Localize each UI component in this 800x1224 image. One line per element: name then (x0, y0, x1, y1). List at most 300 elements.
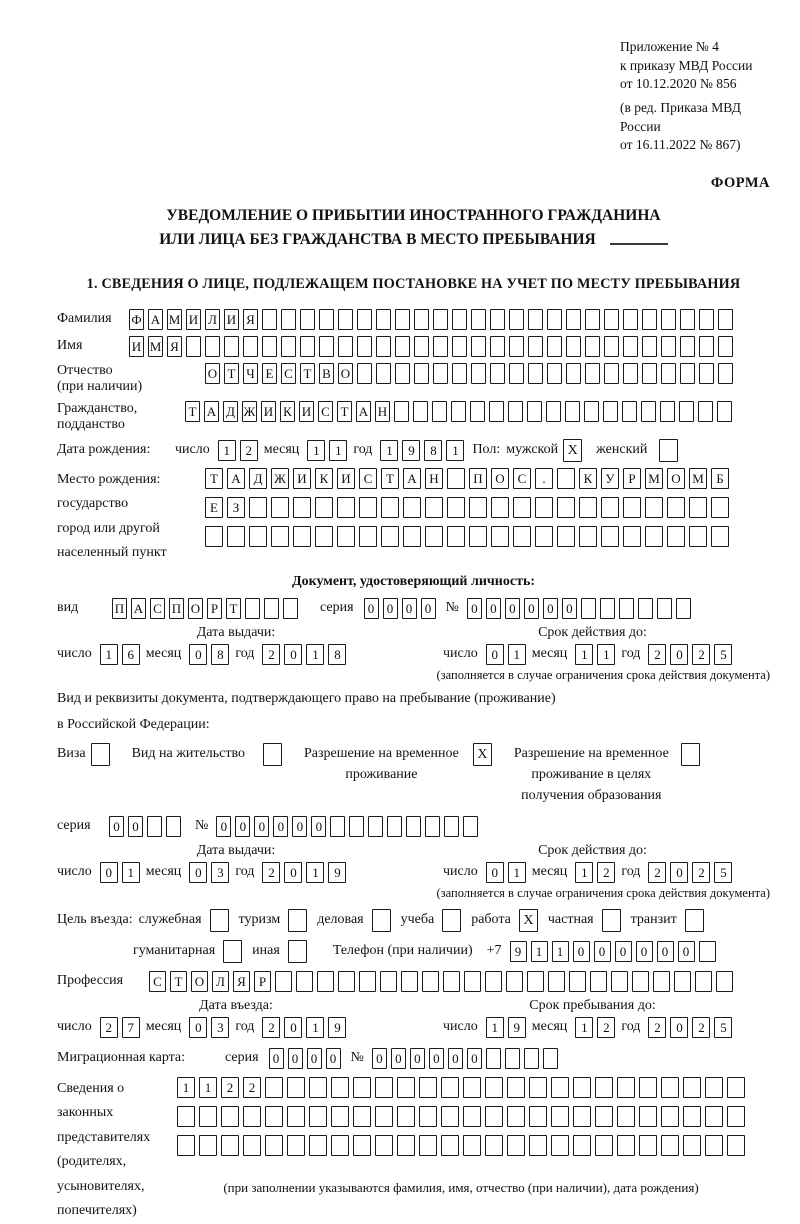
char-cell[interactable]: Д (223, 401, 238, 422)
char-cell[interactable]: 0 (189, 644, 207, 665)
legal-representatives-row-1[interactable] (177, 1077, 745, 1098)
char-cell[interactable] (617, 1135, 635, 1156)
char-cell[interactable] (425, 526, 443, 547)
char-cell[interactable]: 0 (670, 862, 688, 883)
char-cell[interactable]: 0 (410, 1048, 425, 1069)
char-cell[interactable] (490, 309, 505, 330)
identity-expiry-month[interactable] (575, 644, 615, 665)
char-cell[interactable] (263, 743, 282, 766)
char-cell[interactable]: О (205, 363, 220, 384)
char-cell[interactable] (681, 743, 700, 766)
char-cell[interactable] (288, 909, 307, 932)
surname-boxes[interactable] (129, 309, 733, 330)
char-cell[interactable] (469, 526, 487, 547)
char-cell[interactable] (546, 401, 561, 422)
char-cell[interactable]: 0 (189, 1017, 207, 1038)
char-cell[interactable] (403, 526, 421, 547)
char-cell[interactable] (262, 309, 277, 330)
char-cell[interactable]: 8 (328, 644, 346, 665)
char-cell[interactable] (205, 526, 223, 547)
stay-until-month[interactable] (575, 1017, 615, 1038)
char-cell[interactable] (395, 363, 410, 384)
char-cell[interactable] (623, 309, 638, 330)
char-cell[interactable] (243, 1135, 261, 1156)
citizenship-boxes[interactable] (185, 401, 732, 422)
char-cell[interactable] (661, 363, 676, 384)
char-cell[interactable] (680, 363, 695, 384)
char-cell[interactable]: 2 (648, 1017, 666, 1038)
char-cell[interactable]: И (293, 468, 311, 489)
char-cell[interactable] (486, 1048, 501, 1069)
char-cell[interactable]: 0 (311, 816, 326, 837)
char-cell[interactable]: 0 (524, 598, 539, 619)
char-cell[interactable]: 1 (306, 644, 324, 665)
char-cell[interactable] (319, 309, 334, 330)
char-cell[interactable] (177, 1135, 195, 1156)
char-cell[interactable]: 1 (552, 941, 569, 962)
birth-month-boxes[interactable] (307, 440, 347, 461)
char-cell[interactable] (275, 971, 292, 992)
char-cell[interactable]: 0 (284, 862, 302, 883)
char-cell[interactable]: И (337, 468, 355, 489)
char-cell[interactable] (509, 309, 524, 330)
char-cell[interactable] (566, 336, 581, 357)
char-cell[interactable] (601, 497, 619, 518)
char-cell[interactable]: С (513, 468, 531, 489)
char-cell[interactable] (689, 526, 707, 547)
char-cell[interactable] (414, 336, 429, 357)
purpose-study-checkbox[interactable] (442, 909, 461, 932)
char-cell[interactable] (271, 526, 289, 547)
char-cell[interactable] (463, 1077, 481, 1098)
char-cell[interactable] (199, 1135, 217, 1156)
char-cell[interactable]: 1 (380, 440, 398, 461)
char-cell[interactable]: 2 (648, 644, 666, 665)
char-cell[interactable] (471, 363, 486, 384)
char-cell[interactable] (617, 1106, 635, 1127)
purpose-work-checkbox[interactable] (519, 909, 538, 932)
char-cell[interactable] (698, 401, 713, 422)
char-cell[interactable] (243, 336, 258, 357)
char-cell[interactable] (507, 1077, 525, 1098)
char-cell[interactable]: 1 (486, 1017, 504, 1038)
char-cell[interactable]: 1 (218, 440, 236, 461)
char-cell[interactable] (433, 336, 448, 357)
char-cell[interactable] (528, 363, 543, 384)
char-cell[interactable] (711, 526, 729, 547)
char-cell[interactable] (529, 1077, 547, 1098)
char-cell[interactable] (535, 497, 553, 518)
char-cell[interactable]: 1 (177, 1077, 195, 1098)
char-cell[interactable] (485, 1135, 503, 1156)
char-cell[interactable] (249, 526, 267, 547)
char-cell[interactable] (376, 309, 391, 330)
temp-residence-checkbox[interactable] (473, 743, 492, 766)
char-cell[interactable]: 0 (364, 598, 379, 619)
char-cell[interactable] (397, 1106, 415, 1127)
char-cell[interactable] (573, 1135, 591, 1156)
char-cell[interactable] (375, 1135, 393, 1156)
char-cell[interactable] (470, 401, 485, 422)
char-cell[interactable]: 1 (307, 440, 325, 461)
char-cell[interactable]: Т (337, 401, 352, 422)
char-cell[interactable]: Я (167, 336, 182, 357)
char-cell[interactable] (283, 598, 298, 619)
char-cell[interactable] (444, 816, 459, 837)
purpose-other-checkbox[interactable] (288, 940, 307, 963)
char-cell[interactable] (573, 1077, 591, 1098)
char-cell[interactable] (667, 497, 685, 518)
char-cell[interactable] (611, 971, 628, 992)
char-cell[interactable] (595, 1135, 613, 1156)
char-cell[interactable] (315, 526, 333, 547)
char-cell[interactable] (447, 526, 465, 547)
char-cell[interactable]: Ф (129, 309, 144, 330)
char-cell[interactable] (674, 971, 691, 992)
char-cell[interactable]: 0 (421, 598, 436, 619)
char-cell[interactable]: 2 (100, 1017, 118, 1038)
char-cell[interactable] (221, 1106, 239, 1127)
char-cell[interactable] (380, 971, 397, 992)
char-cell[interactable] (357, 336, 372, 357)
char-cell[interactable]: Я (233, 971, 250, 992)
char-cell[interactable] (441, 1106, 459, 1127)
char-cell[interactable] (490, 363, 505, 384)
char-cell[interactable]: 0 (670, 1017, 688, 1038)
char-cell[interactable]: С (149, 971, 166, 992)
char-cell[interactable] (547, 336, 562, 357)
char-cell[interactable] (683, 1106, 701, 1127)
char-cell[interactable] (265, 1135, 283, 1156)
char-cell[interactable]: А (204, 401, 219, 422)
char-cell[interactable]: 1 (575, 1017, 593, 1038)
char-cell[interactable] (711, 497, 729, 518)
char-cell[interactable]: И (261, 401, 276, 422)
char-cell[interactable] (338, 336, 353, 357)
char-cell[interactable]: 0 (254, 816, 269, 837)
char-cell[interactable]: Т (205, 468, 223, 489)
char-cell[interactable]: 0 (288, 1048, 303, 1069)
char-cell[interactable] (632, 971, 649, 992)
char-cell[interactable] (264, 598, 279, 619)
char-cell[interactable] (331, 1077, 349, 1098)
char-cell[interactable] (513, 497, 531, 518)
char-cell[interactable] (463, 1135, 481, 1156)
char-cell[interactable]: 0 (467, 598, 482, 619)
char-cell[interactable] (419, 1077, 437, 1098)
char-cell[interactable] (186, 336, 201, 357)
identity-issue-day[interactable] (100, 644, 140, 665)
char-cell[interactable]: 0 (615, 941, 632, 962)
char-cell[interactable] (679, 401, 694, 422)
char-cell[interactable]: Д (249, 468, 267, 489)
char-cell[interactable] (548, 971, 565, 992)
char-cell[interactable] (296, 971, 313, 992)
char-cell[interactable] (353, 1106, 371, 1127)
char-cell[interactable] (425, 816, 440, 837)
char-cell[interactable]: 1 (100, 644, 118, 665)
char-cell[interactable] (471, 309, 486, 330)
char-cell[interactable] (403, 497, 421, 518)
char-cell[interactable] (349, 816, 364, 837)
identity-expiry-day[interactable] (486, 644, 526, 665)
char-cell[interactable] (639, 1106, 657, 1127)
char-cell[interactable]: 3 (211, 862, 229, 883)
char-cell[interactable]: Т (185, 401, 200, 422)
char-cell[interactable]: 8 (211, 644, 229, 665)
legal-representatives-row-3[interactable] (177, 1135, 745, 1156)
char-cell[interactable] (718, 363, 733, 384)
char-cell[interactable] (579, 497, 597, 518)
char-cell[interactable] (566, 363, 581, 384)
char-cell[interactable]: А (131, 598, 146, 619)
char-cell[interactable] (419, 1106, 437, 1127)
char-cell[interactable] (659, 439, 678, 462)
char-cell[interactable] (406, 816, 421, 837)
char-cell[interactable]: 0 (284, 644, 302, 665)
char-cell[interactable] (489, 401, 504, 422)
char-cell[interactable]: Л (205, 309, 220, 330)
char-cell[interactable]: Ж (242, 401, 257, 422)
char-cell[interactable] (657, 598, 672, 619)
char-cell[interactable] (419, 1135, 437, 1156)
char-cell[interactable]: 0 (128, 816, 143, 837)
char-cell[interactable] (705, 1077, 723, 1098)
char-cell[interactable] (573, 1106, 591, 1127)
char-cell[interactable] (623, 363, 638, 384)
char-cell[interactable] (353, 1135, 371, 1156)
char-cell[interactable] (221, 1135, 239, 1156)
char-cell[interactable] (281, 336, 296, 357)
char-cell[interactable]: 0 (269, 1048, 284, 1069)
char-cell[interactable] (524, 1048, 539, 1069)
char-cell[interactable] (469, 497, 487, 518)
char-cell[interactable]: 0 (273, 816, 288, 837)
char-cell[interactable]: А (148, 309, 163, 330)
identity-expiry-year[interactable] (648, 644, 732, 665)
char-cell[interactable] (565, 401, 580, 422)
char-cell[interactable]: 3 (211, 1017, 229, 1038)
birth-place-row-3[interactable] (205, 526, 729, 547)
char-cell[interactable]: 2 (692, 1017, 710, 1038)
char-cell[interactable] (265, 1106, 283, 1127)
char-cell[interactable] (300, 336, 315, 357)
char-cell[interactable] (177, 1106, 195, 1127)
char-cell[interactable]: И (299, 401, 314, 422)
stay-until-day[interactable] (486, 1017, 526, 1038)
char-cell[interactable] (717, 401, 732, 422)
char-cell[interactable] (653, 971, 670, 992)
char-cell[interactable]: 2 (243, 1077, 261, 1098)
birth-place-row-2[interactable] (205, 497, 729, 518)
char-cell[interactable]: К (280, 401, 295, 422)
char-cell[interactable] (452, 363, 467, 384)
char-cell[interactable] (595, 1077, 613, 1098)
char-cell[interactable] (699, 336, 714, 357)
char-cell[interactable] (699, 309, 714, 330)
char-cell[interactable] (224, 336, 239, 357)
char-cell[interactable]: 2 (221, 1077, 239, 1098)
char-cell[interactable] (585, 363, 600, 384)
char-cell[interactable] (507, 1135, 525, 1156)
char-cell[interactable]: С (359, 468, 377, 489)
char-cell[interactable] (547, 309, 562, 330)
char-cell[interactable] (661, 336, 676, 357)
char-cell[interactable]: И (186, 309, 201, 330)
char-cell[interactable]: 2 (692, 644, 710, 665)
char-cell[interactable] (604, 336, 619, 357)
birth-year-boxes[interactable] (380, 440, 464, 461)
residence-expiry-year[interactable] (648, 862, 732, 883)
char-cell[interactable] (642, 336, 657, 357)
char-cell[interactable] (685, 909, 704, 932)
char-cell[interactable] (309, 1106, 327, 1127)
char-cell[interactable] (223, 940, 242, 963)
char-cell[interactable] (432, 401, 447, 422)
char-cell[interactable] (579, 526, 597, 547)
char-cell[interactable]: А (227, 468, 245, 489)
char-cell[interactable] (602, 909, 621, 932)
char-cell[interactable] (604, 309, 619, 330)
residence-series-boxes[interactable] (109, 816, 181, 837)
char-cell[interactable]: А (403, 468, 421, 489)
given-name-boxes[interactable] (129, 336, 733, 357)
char-cell[interactable]: X (563, 439, 582, 462)
char-cell[interactable] (551, 1106, 569, 1127)
char-cell[interactable]: 5 (714, 862, 732, 883)
char-cell[interactable] (699, 363, 714, 384)
char-cell[interactable]: П (169, 598, 184, 619)
char-cell[interactable]: В (319, 363, 334, 384)
char-cell[interactable]: 0 (486, 598, 501, 619)
char-cell[interactable] (705, 1106, 723, 1127)
char-cell[interactable] (422, 971, 439, 992)
char-cell[interactable] (727, 1106, 745, 1127)
char-cell[interactable] (528, 309, 543, 330)
char-cell[interactable]: З (227, 497, 245, 518)
residence-issue-day[interactable] (100, 862, 140, 883)
char-cell[interactable] (727, 1135, 745, 1156)
sex-female-checkbox[interactable] (659, 439, 678, 462)
char-cell[interactable] (245, 598, 260, 619)
char-cell[interactable]: Т (381, 468, 399, 489)
char-cell[interactable] (443, 971, 460, 992)
legal-representatives-row-2[interactable] (177, 1106, 745, 1127)
char-cell[interactable] (210, 909, 229, 932)
char-cell[interactable]: У (601, 468, 619, 489)
char-cell[interactable]: И (224, 309, 239, 330)
char-cell[interactable] (425, 497, 443, 518)
char-cell[interactable] (642, 309, 657, 330)
char-cell[interactable] (353, 1077, 371, 1098)
char-cell[interactable]: 0 (391, 1048, 406, 1069)
char-cell[interactable] (381, 526, 399, 547)
char-cell[interactable] (509, 363, 524, 384)
char-cell[interactable] (551, 1135, 569, 1156)
char-cell[interactable]: 0 (235, 816, 250, 837)
char-cell[interactable]: 0 (402, 598, 417, 619)
char-cell[interactable]: Л (212, 971, 229, 992)
char-cell[interactable]: 1 (199, 1077, 217, 1098)
char-cell[interactable]: А (356, 401, 371, 422)
char-cell[interactable]: 0 (486, 644, 504, 665)
char-cell[interactable]: О (188, 598, 203, 619)
char-cell[interactable]: П (469, 468, 487, 489)
char-cell[interactable]: М (645, 468, 663, 489)
char-cell[interactable]: 1 (575, 644, 593, 665)
char-cell[interactable]: 1 (306, 862, 324, 883)
char-cell[interactable] (414, 309, 429, 330)
residence-issue-month[interactable] (189, 862, 229, 883)
char-cell[interactable] (441, 1077, 459, 1098)
char-cell[interactable] (330, 816, 345, 837)
char-cell[interactable]: Р (623, 468, 641, 489)
char-cell[interactable] (387, 816, 402, 837)
char-cell[interactable]: 0 (678, 941, 695, 962)
patronymic-boxes[interactable] (205, 363, 733, 384)
profession-boxes[interactable] (149, 971, 733, 992)
char-cell[interactable]: С (281, 363, 296, 384)
purpose-private-checkbox[interactable] (602, 909, 621, 932)
char-cell[interactable] (485, 1077, 503, 1098)
temp-residence-education-checkbox[interactable] (681, 743, 700, 766)
purpose-official-checkbox[interactable] (210, 909, 229, 932)
char-cell[interactable] (464, 971, 481, 992)
char-cell[interactable] (372, 909, 391, 932)
char-cell[interactable]: 0 (372, 1048, 387, 1069)
char-cell[interactable]: 1 (508, 862, 526, 883)
char-cell[interactable]: 0 (573, 941, 590, 962)
char-cell[interactable] (623, 336, 638, 357)
char-cell[interactable] (617, 1077, 635, 1098)
char-cell[interactable]: X (519, 909, 538, 932)
char-cell[interactable] (166, 816, 181, 837)
char-cell[interactable] (287, 1106, 305, 1127)
char-cell[interactable] (600, 598, 615, 619)
char-cell[interactable] (718, 309, 733, 330)
char-cell[interactable] (569, 971, 586, 992)
char-cell[interactable] (699, 941, 716, 962)
char-cell[interactable] (535, 526, 553, 547)
char-cell[interactable]: 1 (575, 862, 593, 883)
char-cell[interactable]: 2 (262, 862, 280, 883)
char-cell[interactable]: О (191, 971, 208, 992)
char-cell[interactable] (557, 468, 575, 489)
char-cell[interactable] (491, 526, 509, 547)
char-cell[interactable] (394, 401, 409, 422)
char-cell[interactable] (433, 363, 448, 384)
char-cell[interactable] (376, 363, 391, 384)
char-cell[interactable]: 1 (531, 941, 548, 962)
char-cell[interactable] (527, 971, 544, 992)
char-cell[interactable]: 7 (122, 1017, 140, 1038)
char-cell[interactable] (603, 401, 618, 422)
char-cell[interactable]: 5 (714, 1017, 732, 1038)
char-cell[interactable] (359, 971, 376, 992)
char-cell[interactable]: 2 (597, 862, 615, 883)
char-cell[interactable] (397, 1077, 415, 1098)
char-cell[interactable] (638, 598, 653, 619)
char-cell[interactable] (623, 526, 641, 547)
residence-expiry-day[interactable] (486, 862, 526, 883)
residence-number-boxes[interactable] (216, 816, 478, 837)
char-cell[interactable]: Р (207, 598, 222, 619)
char-cell[interactable] (338, 309, 353, 330)
char-cell[interactable]: 0 (543, 598, 558, 619)
char-cell[interactable] (447, 468, 465, 489)
char-cell[interactable]: Т (300, 363, 315, 384)
char-cell[interactable]: 1 (508, 644, 526, 665)
